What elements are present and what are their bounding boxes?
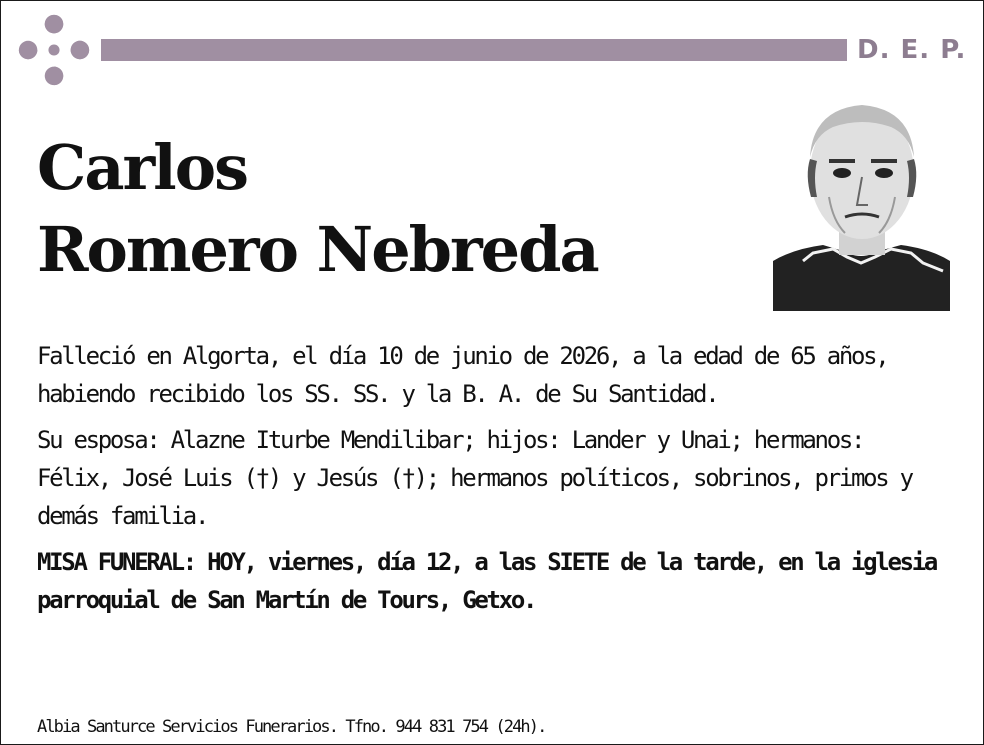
dep-label: D. E. P.	[857, 35, 967, 65]
death-announcement: Falleció en Algorta, el día 10 de junio de 2026, a la edad de 65 años, habiendo recibido los SS. SS. y la B. A. de Su Santidad.	[37, 342, 888, 408]
header-bar	[101, 39, 847, 61]
obituary-body	[37, 337, 937, 627]
funeral-mass-info: MISA FUNERAL: HOY, viernes, día 12, a las SIETE de la tarde, en la iglesia parroquial de San Martín de Tours, Getxo.	[37, 548, 937, 614]
portrait-photo	[773, 101, 950, 311]
deceased-name	[37, 127, 598, 291]
funeral-home-footer: Albia Santurce Servicios Funerarios. Tfno. 944 831 754 (24h).	[37, 717, 546, 737]
last-name: Romero Nebreda	[37, 213, 598, 286]
family-list: Su esposa: Alazne Iturbe Mendilibar; hijos: Lander y Unai; hermanos: Félix, José Luis (†) y Jesús (†); hermanos políticos, sobrinos, primos y demás familia.	[37, 426, 912, 530]
lauburu-icon	[15, 13, 93, 87]
first-name: Carlos	[37, 131, 247, 204]
